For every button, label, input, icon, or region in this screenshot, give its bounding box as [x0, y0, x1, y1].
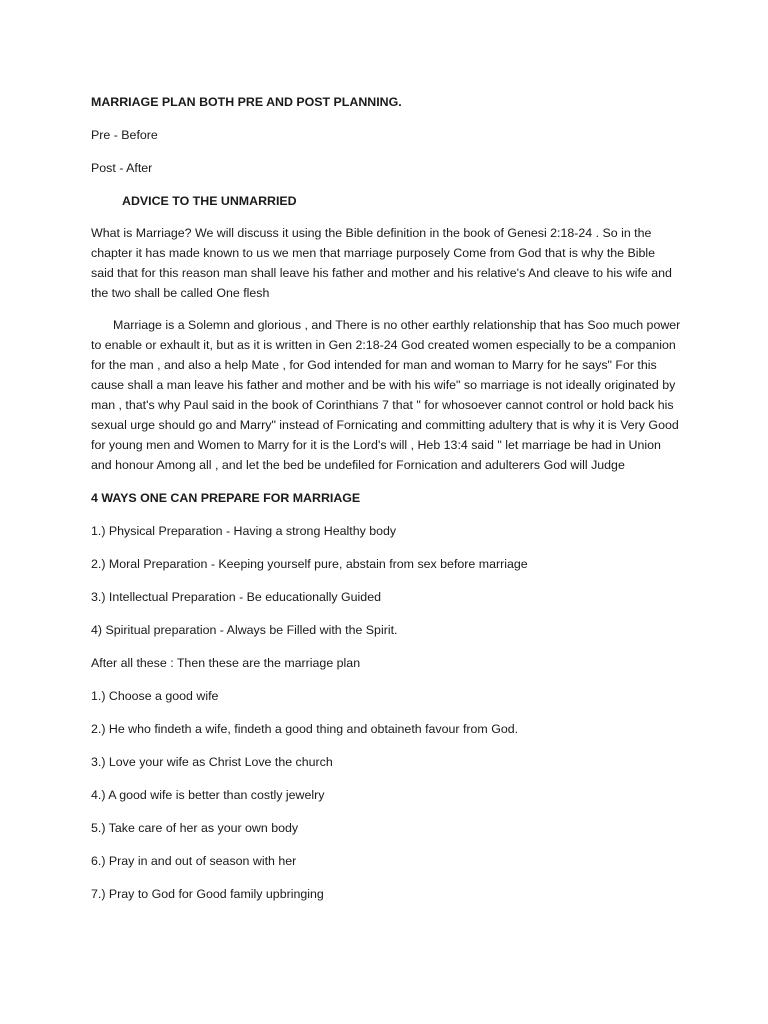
ways-list-item: 4) Spiritual preparation - Always be Filled with the Spirit. [91, 623, 398, 637]
plan-list-item: 1.) Choose a good wife [91, 689, 219, 703]
document-body [91, 92, 681, 917]
plan-list-item: 6.) Pray in and out of season with her [91, 854, 297, 868]
marriage-solemn-paragraph: Marriage is a Solemn and glorious , and There is no other earthly relationship that has Soo much power to enable or exhault it, but as it is written in Gen 2:18-24 God created women especially to be a companion for the man , and also a help Mate , for God intended for man and woman to Marry for he says" For this cause shall a man leave his father and mother and be with his wife" so marriage is not ideally originated by man , that's why Paul said in the book of Corinthians 7 that " for whosoever cannot control or hold back his sexual urge should go and Marry" instead of Fornicating and committing adultery that is why it is Very Good for young men and Women to Marry for it is the Lord's will , Heb 13:4 said " let marriage be had in Union and honour Among all , and let the bed be undefiled for Fornication and adulterers God will Judge [91, 318, 681, 472]
pre-definition: Pre - Before [91, 128, 158, 142]
ways-list-item: 3.) Intellectual Preparation - Be educationally Guided [91, 590, 381, 604]
plan-list-item: 7.) Pray to God for Good family upbringing [91, 887, 324, 901]
plan-list-item: 4.) A good wife is better than costly jewelry [91, 788, 325, 802]
post-definition: Post - After [91, 161, 153, 175]
plan-list-item: 5.) Take care of her as your own body [91, 821, 299, 835]
marriage-definition-paragraph: What is Marriage? We will discuss it using the Bible definition in the book of Genesi 2:18-24 . So in the chapter it has made known to us we men that marriage purposely Come from God that is why the Bible said that for this reason man shall leave his father and mother and his relative's And cleave to his wife and the two shall be called One flesh [91, 226, 672, 300]
after-line: After all these : Then these are the marriage plan [91, 656, 361, 670]
document-title: MARRIAGE PLAN BOTH PRE AND POST PLANNING. [91, 95, 402, 109]
ways-list-item: 1.) Physical Preparation - Having a strong Healthy body [91, 524, 397, 538]
ways-list-item: 2.) Moral Preparation - Keeping yourself pure, abstain from sex before marriage [91, 557, 528, 571]
advice-heading: ADVICE TO THE UNMARRIED [122, 194, 297, 208]
plan-list-item: 3.) Love your wife as Christ Love the church [91, 755, 333, 769]
ways-heading: 4 WAYS ONE CAN PREPARE FOR MARRIAGE [91, 491, 361, 505]
plan-list-item: 2.) He who findeth a wife, findeth a good thing and obtaineth favour from God. [91, 722, 519, 736]
